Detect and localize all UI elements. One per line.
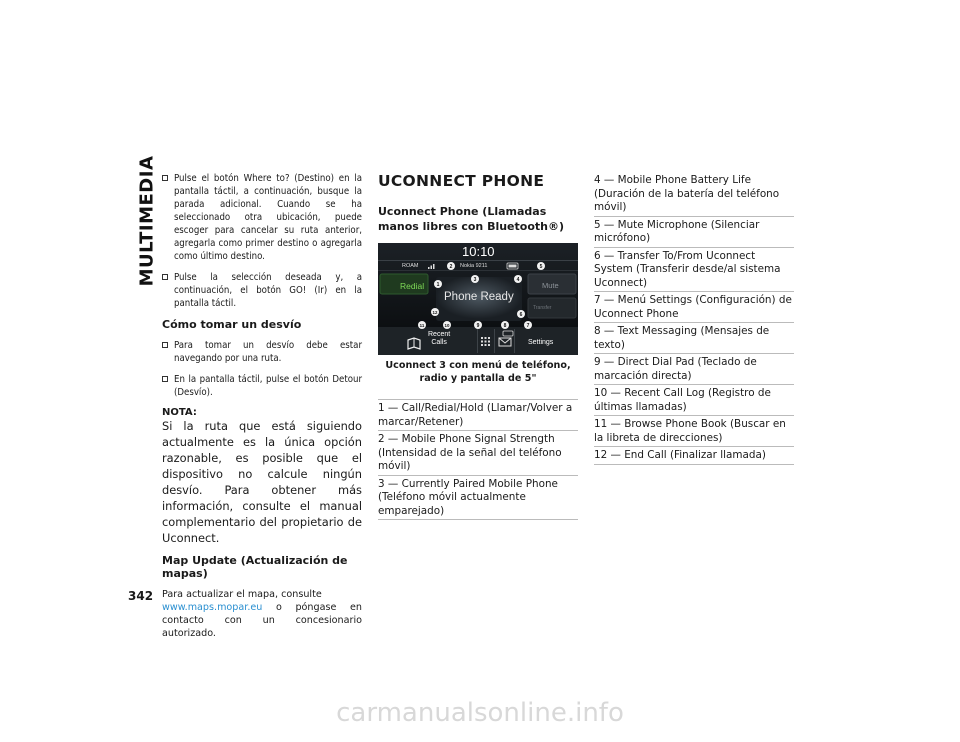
column-right	[594, 172, 794, 465]
callout-3	[471, 275, 479, 283]
bullet-text: Pulse el botón Where to? (Destino) en la pantalla táctil, a continuación, busque la parada adicional. Cuando se ha seleccionado otra ubicación, puede escoger para cancelar su ruta anterior, agregarla como primer destino o agregarla como último destino.	[174, 173, 362, 262]
callout-8	[501, 321, 509, 329]
bottom-divider	[514, 329, 515, 353]
checkbox-bullet-icon	[162, 274, 168, 280]
legend-item: 8 — Text Messaging (Mensajes de texto)	[594, 322, 794, 353]
checkbox-bullet-icon	[162, 376, 168, 382]
bullet-text: Pulse la selección deseada y, a continuación, el botón GO! (Ir) en la pantalla táctil.	[174, 272, 362, 309]
legend-item: 4 — Mobile Phone Battery Life (Duración de la batería del teléfono móvil)	[594, 174, 780, 213]
bullet-item	[162, 339, 362, 365]
svg-text:10: 10	[444, 323, 450, 328]
callout-2	[447, 262, 455, 270]
map-update-text	[162, 588, 362, 640]
bottom-divider	[494, 329, 495, 353]
screen-device-name: Nokia 9211	[460, 263, 488, 269]
svg-text:11: 11	[419, 323, 425, 328]
callout-11	[418, 321, 426, 329]
callout-5	[537, 262, 545, 270]
note-text: Si la ruta que está siguiendo actualmente es la única opción razonable, es posible que el dispositivo no calcule ningún desvío. Para obtener más información, consulte el manual complementario del propietario de Uconnect.	[162, 419, 362, 545]
legend-item: 6 — Transfer To/From Uconnect System (Transferir desde/al sistema Uconnect)	[594, 247, 794, 292]
bullet-item	[162, 373, 362, 399]
callout-4	[514, 275, 522, 283]
legend-list-middle	[378, 399, 578, 520]
legend-item: 2 — Mobile Phone Signal Strength (Intensidad de la señal del teléfono móvil)	[378, 430, 578, 475]
status-divider	[378, 270, 578, 271]
map-text-after: o póngase en contacto con un concesionario autorizado.	[162, 602, 362, 639]
svg-text:6: 6	[519, 312, 523, 318]
figure-caption: Uconnect 3 con menú de teléfono, radio y pantalla de 5"	[385, 360, 571, 384]
signal-bar	[428, 267, 430, 269]
page-number: 342	[128, 589, 154, 603]
bullet-text: En la pantalla táctil, pulse el botón Detour (Desvío).	[174, 374, 362, 398]
screen-roam: ROAM	[402, 263, 419, 269]
recent-calls-button[interactable]: Recent Calls	[428, 331, 451, 346]
settings-button[interactable]: Settings	[528, 339, 554, 346]
screen-clock: 10:10	[462, 244, 495, 259]
callout-6	[517, 310, 525, 318]
column-middle	[378, 172, 578, 520]
status-divider	[378, 260, 578, 261]
svg-text:7: 7	[526, 323, 530, 329]
map-update-heading: Map Update (Actualización de mapas)	[162, 554, 348, 580]
svg-text:1: 1	[436, 282, 440, 288]
transfer-button[interactable]: Transfer	[533, 305, 552, 311]
signal-bar	[431, 266, 433, 270]
section-heading: UCONNECT PHONE	[378, 172, 545, 190]
callout-9	[474, 321, 482, 329]
bullet-text: Para tomar un desvío debe estar navegando por una ruta.	[174, 340, 362, 364]
legend-item: 3 — Currently Paired Mobile Phone (Teléfono móvil actualmente emparejado)	[378, 475, 578, 520]
battery-level	[509, 265, 517, 268]
side-title-text: MULTIMEDIA	[136, 155, 158, 287]
svg-text:12: 12	[432, 310, 438, 315]
legend-item: 10 — Recent Call Log (Registro de últimas llamadas)	[594, 384, 794, 415]
svg-text:3: 3	[473, 277, 477, 283]
svg-text:9: 9	[476, 323, 480, 329]
legend-item: 9 — Direct Dial Pad (Teclado de marcación directa)	[594, 353, 794, 384]
mopar-link[interactable]: www.maps.mopar.eu	[162, 602, 263, 613]
callout-10	[443, 321, 451, 329]
svg-text:8: 8	[503, 323, 507, 329]
legend-item: 11 — Browse Phone Book (Buscar en la libreta de direcciones)	[594, 415, 794, 446]
sub-heading: Uconnect Phone (Llamadas manos libres con Bluetooth®)	[378, 205, 565, 233]
redial-button[interactable]: Redial	[400, 281, 425, 291]
legend-item: 1 — Call/Redial/Hold (Llamar/Volver a marcar/Retener)	[378, 399, 578, 430]
phone-ready-status: Phone Ready	[444, 291, 514, 303]
callout-12	[431, 308, 439, 316]
svg-text:5: 5	[539, 264, 543, 270]
bottom-divider	[477, 329, 478, 353]
checkbox-bullet-icon	[162, 175, 168, 181]
legend-item: 7 — Menú Settings (Configuración) de Uconnect Phone	[594, 291, 794, 322]
watermark: carmanualsonline.info	[336, 698, 624, 728]
legend-item: 12 — End Call (Finalizar llamada)	[594, 446, 794, 464]
bullet-item	[162, 172, 362, 263]
signal-bar	[433, 264, 435, 269]
callout-1	[434, 280, 442, 288]
dial-pad-icon	[481, 337, 490, 346]
callout-7	[524, 321, 532, 329]
uconnect-screen-figure	[378, 243, 578, 355]
checkbox-bullet-icon	[162, 342, 168, 348]
svg-text:2: 2	[449, 264, 453, 270]
map-text-before: Para actualizar el mapa, consulte	[162, 589, 322, 600]
side-section-title	[128, 155, 166, 287]
legend-list-right	[594, 172, 794, 465]
legend-item: 5 — Mute Microphone (Silenciar micrófono)	[594, 216, 794, 247]
bullet-item	[162, 271, 362, 310]
column-left	[162, 172, 362, 640]
svg-text:4: 4	[516, 277, 520, 283]
detour-heading: Cómo tomar un desvío	[162, 318, 302, 331]
mute-button[interactable]: Mute	[542, 281, 559, 290]
note-label: NOTA:	[162, 407, 197, 418]
